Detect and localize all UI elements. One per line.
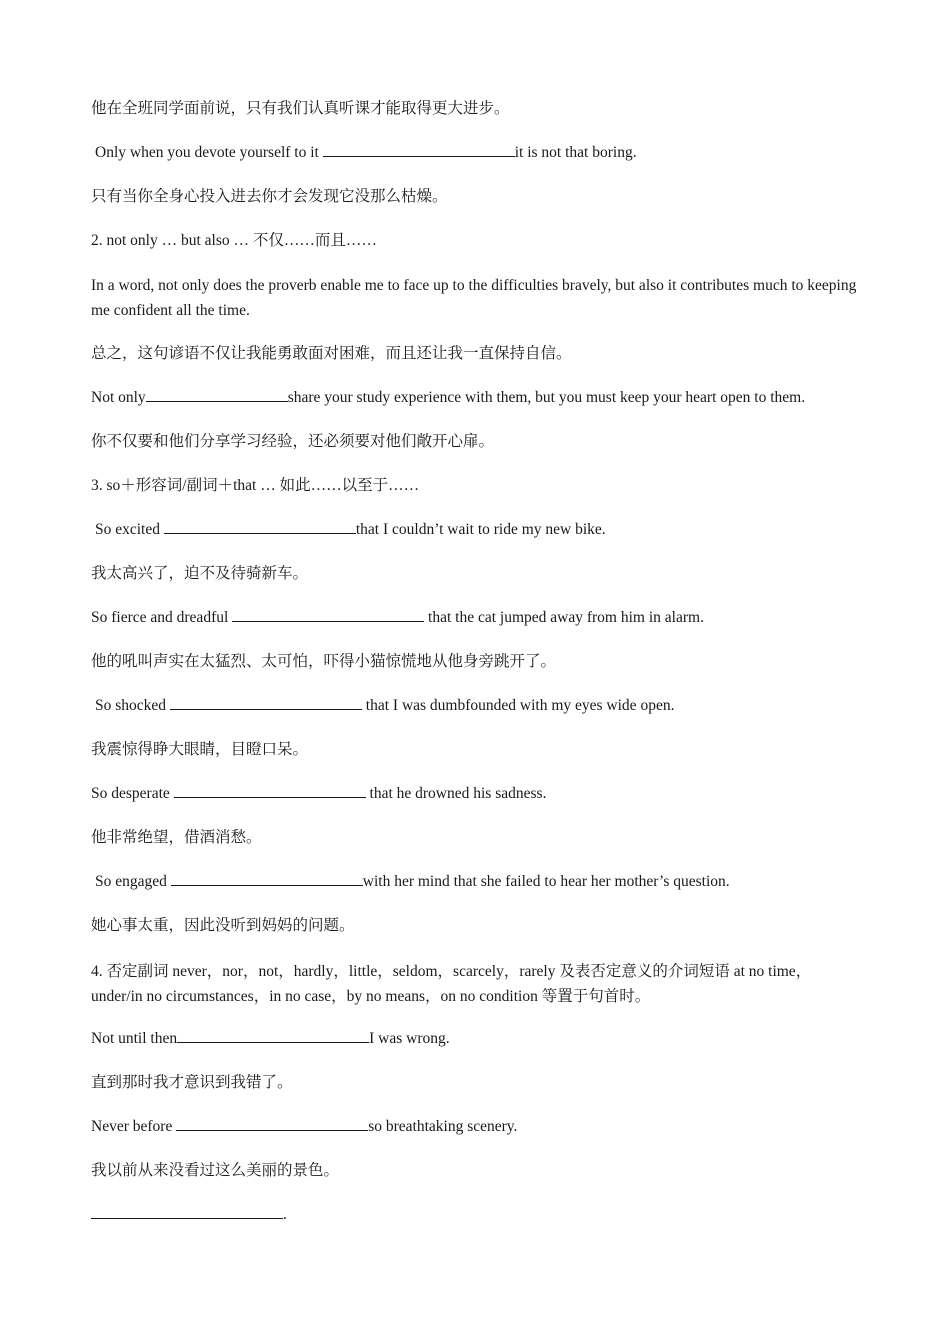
translation-line: 我震惊得睁大眼睛，目瞪口呆。 [91,741,309,758]
answer-blank[interactable] [91,1204,283,1219]
translation-line: 你不仅要和他们分享学习经验，还必须要对他们敞开心扉。 [91,433,495,450]
exercise-line: Not only share your study experience with them, but you must keep your heart open to them. [91,389,806,406]
exercise-line: So shocked that I was dumbfounded with my eyes wide open. [95,697,675,714]
translation-line: 我太高兴了，迫不及待骑新车。 [91,565,309,582]
answer-blank[interactable] [232,607,424,622]
exercise-line: So desperate that he drowned his sadness. [91,785,547,802]
answer-blank[interactable] [176,1116,368,1131]
translation-line: 总之，这句谚语不仅让我能勇敢面对困难，而且还让我一直保持自信。 [91,345,572,362]
answer-blank[interactable] [323,142,515,157]
translation-line: 只有当你全身心投入进去你才会发现它没那么枯燥。 [91,188,448,205]
translation-line: 他的吼叫声实在太猛烈、太可怕，吓得小猫惊慌地从他身旁跳开了。 [91,653,557,670]
section-heading: 3. so＋形容词/副词＋that … 如此……以至于…… [91,477,420,494]
translation-line: 直到那时我才意识到我错了。 [91,1074,293,1091]
example-paragraph: In a word, not only does the proverb enable me to face up to the difficulties bravely, but also it contributes much to keeping me confident all the time. [91,277,857,319]
answer-blank[interactable] [174,783,366,798]
exercise-line: So excited that I couldn’t wait to ride my new bike. [95,521,606,538]
section-heading: 2. not only … but also … 不仅……而且…… [91,232,377,249]
exercise-line: So engaged with her mind that she failed to hear her mother’s question. [95,873,730,890]
answer-blank[interactable] [170,695,362,710]
section-heading: 4. 否定副词 never，nor，not，hardly，little，seldom，scarcely，rarely 及表否定意义的介词短语 at no time，under/in no circumstances，in no case，by no means，on no condition 等置于句首时。 [91,963,812,1005]
translation-line: 她心事太重，因此没听到妈妈的问题。 [91,917,355,934]
exercise-line: Only when you devote yourself to it it is not that boring. [95,144,637,161]
answer-blank[interactable] [146,387,288,402]
translation-line: 我以前从来没看过这么美丽的景色。 [91,1162,340,1179]
answer-blank[interactable] [171,871,363,886]
answer-blank[interactable] [164,519,356,534]
exercise-line: So fierce and dreadful that the cat jumped away from him in alarm. [91,609,704,626]
exercise-line: Never before so breathtaking scenery. [91,1118,518,1135]
exercise-line: . [91,1203,861,1227]
exercise-line: Not until then I was wrong. [91,1030,450,1047]
translation-line: 他在全班同学面前说，只有我们认真听课才能取得更大进步。 [91,100,510,117]
answer-blank[interactable] [177,1028,369,1043]
translation-line: 他非常绝望，借酒消愁。 [91,829,262,846]
